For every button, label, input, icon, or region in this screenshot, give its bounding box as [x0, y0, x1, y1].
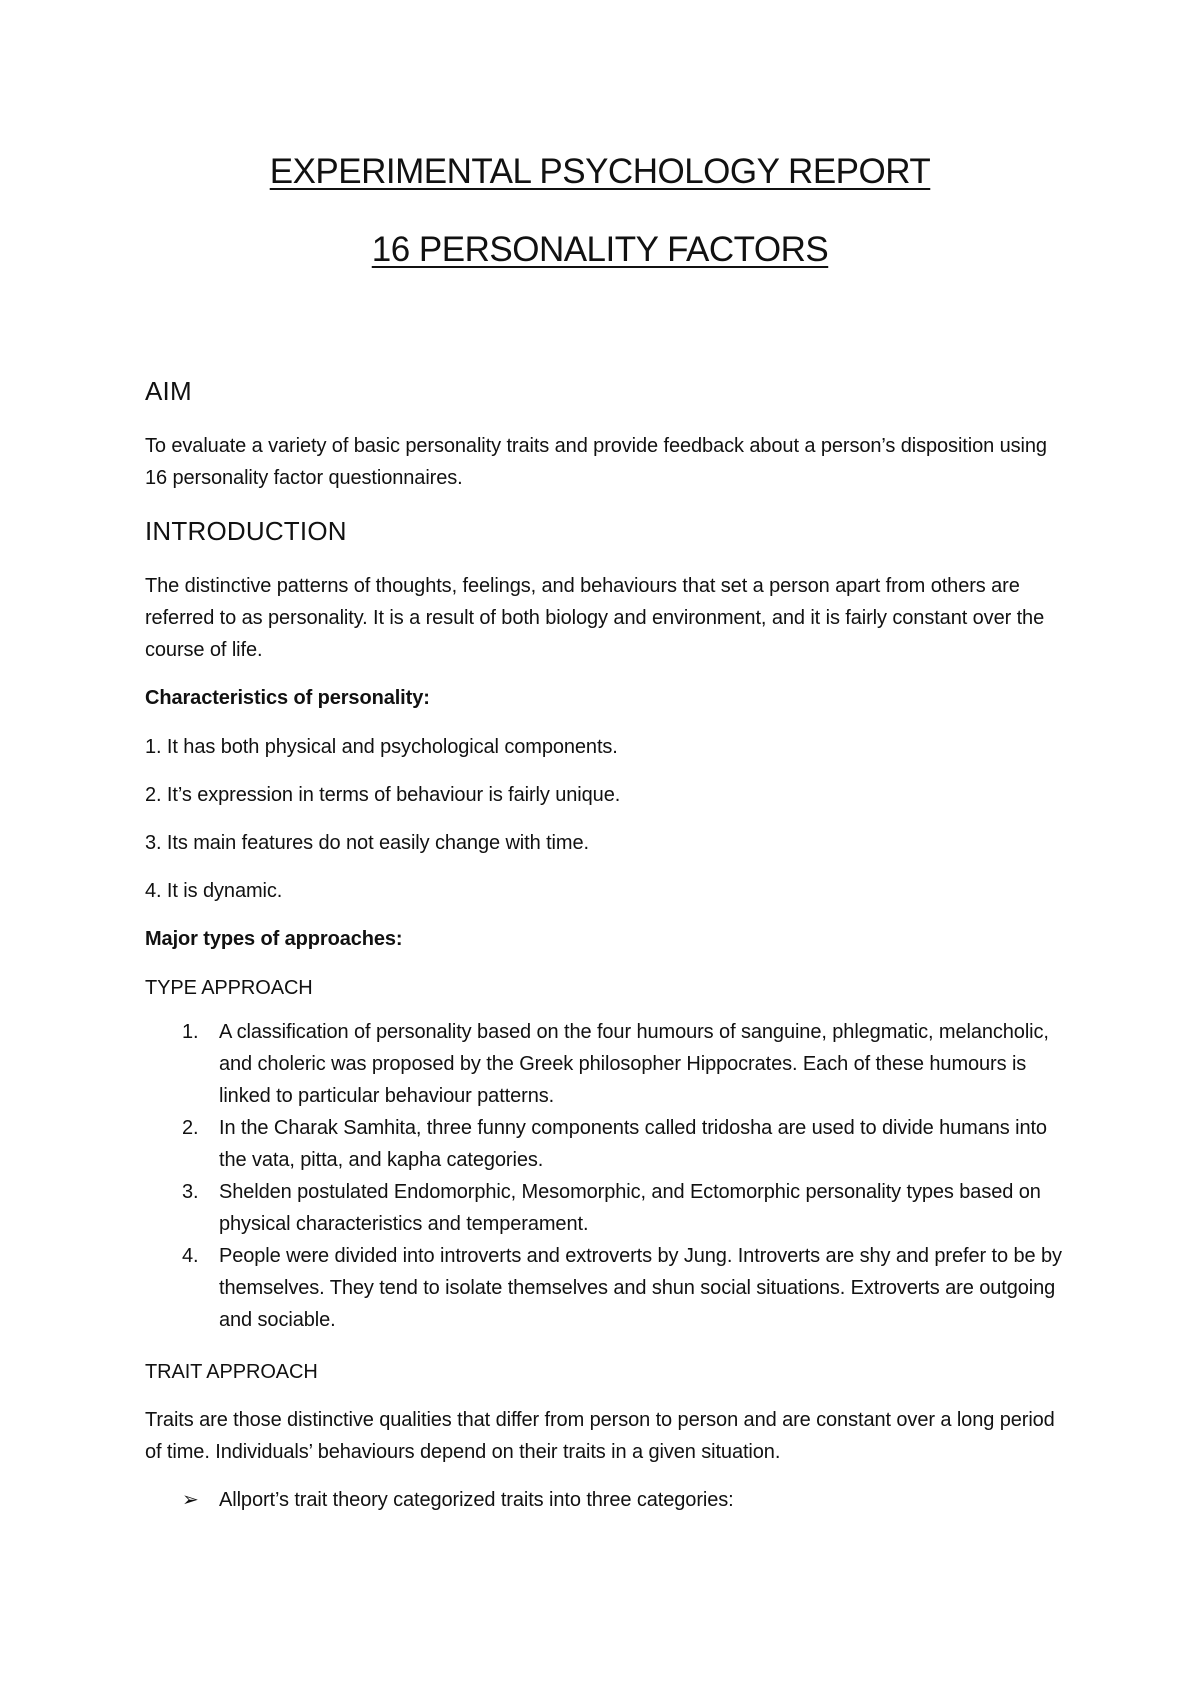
trait-approach-heading: TRAIT APPROACH: [145, 1361, 318, 1383]
report-title: EXPERIMENTAL PSYCHOLOGY REPORT: [269, 152, 931, 191]
list-item: 1. A classification of personality based on the four humours of sanguine, phlegmatic, melancholic, and choleric was proposed by the Greek philosopher Hippocrates. Each of these humours is linked to particular behaviour patterns.: [182, 1021, 1049, 1107]
introduction-heading: INTRODUCTION: [145, 516, 347, 546]
characteristics-heading: Characteristics of personality:: [145, 687, 430, 709]
arrow-bullet-icon: ➢: [182, 1489, 199, 1511]
aim-heading: AIM: [145, 376, 192, 406]
characteristic-item-2: 2. It’s expression in terms of behaviour is fairly unique.: [145, 784, 621, 806]
approaches-heading: Major types of approaches:: [145, 928, 403, 950]
report-subtitle: 16 PERSONALITY FACTORS: [371, 230, 829, 269]
type-approach-heading: TYPE APPROACH: [145, 977, 313, 999]
aim-text: To evaluate a variety of basic personality traits and provide feedback about a person’s disposition using 16 personality factor questionnaires.: [145, 435, 1047, 489]
allport-bullet-text: Allport’s trait theory categorized traits into three categories:: [219, 1489, 734, 1511]
type-approach-list: [145, 1016, 1075, 1336]
characteristic-item-1: 1. It has both physical and psychological components.: [145, 736, 618, 758]
list-item: 4. People were divided into introverts and extroverts by Jung. Introverts are shy and prefer to be by themselves. They tend to isolate themselves and shun social situations. Extroverts are outgoing and sociable.: [182, 1245, 1062, 1331]
trait-approach-text: Traits are those distinctive qualities that differ from person to person and are constant over a long period of time. Individuals’ behaviours depend on their traits in a given situation.: [145, 1409, 1055, 1463]
list-item: 3. Shelden postulated Endomorphic, Mesomorphic, and Ectomorphic personality types based on physical characteristics and temperament.: [182, 1181, 1041, 1235]
introduction-text: The distinctive patterns of thoughts, feelings, and behaviours that set a person apart from others are referred to as personality. It is a result of both biology and environment, and it is fairly constant over the course of life.: [145, 575, 1045, 661]
characteristic-item-3: 3. Its main features do not easily change with time.: [145, 832, 589, 854]
characteristic-item-4: 4. It is dynamic.: [145, 880, 283, 902]
list-item: 2. In the Charak Samhita, three funny components called tridosha are used to divide humans into the vata, pitta, and kapha categories.: [182, 1117, 1047, 1171]
